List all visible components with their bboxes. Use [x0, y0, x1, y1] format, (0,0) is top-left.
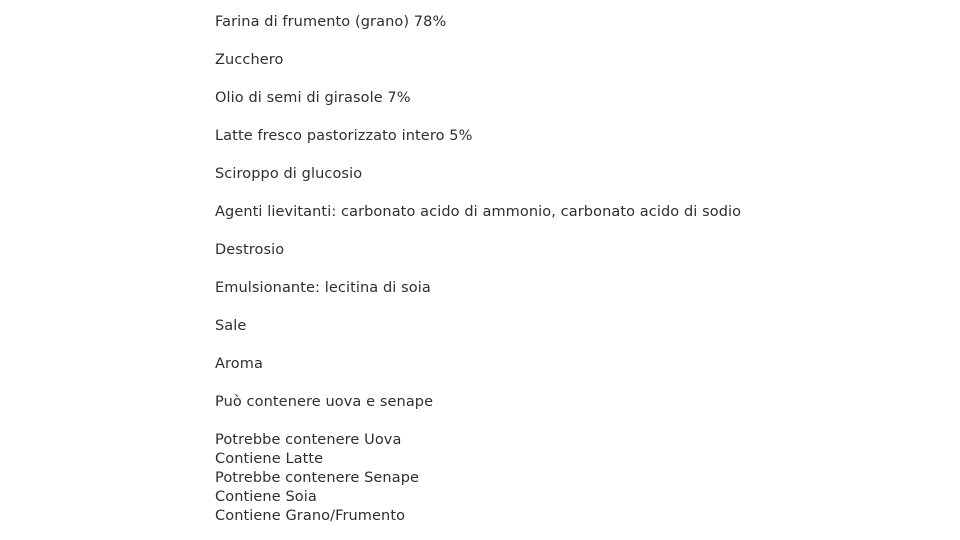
allergen-item: Potrebbe contenere Senape	[215, 470, 420, 486]
ingredient-item: Latte fresco pastorizzato intero 5%	[215, 128, 473, 144]
ingredient-item: Sciroppo di glucosio	[215, 166, 363, 182]
allergen-item: Contiene Latte	[215, 451, 324, 467]
allergen-item: Contiene Soia	[215, 489, 317, 505]
allergens-list	[215, 431, 419, 526]
ingredient-item: Destrosio	[215, 242, 285, 258]
ingredient-item: Può contenere uova e senape	[215, 394, 434, 410]
ingredient-item: Aroma	[215, 356, 263, 372]
allergen-item: Contiene Grano/Frumento	[215, 508, 406, 524]
ingredient-item: Zucchero	[215, 52, 284, 68]
ingredient-item: Farina di frumento (grano) 78%	[215, 14, 447, 30]
ingredient-item: Sale	[215, 318, 247, 334]
ingredient-item: Olio di semi di girasole 7%	[215, 90, 411, 106]
ingredient-item: Agenti lievitanti: carbonato acido di ammonio, carbonato acido di sodio	[215, 204, 742, 220]
ingredient-item: Emulsionante: lecitina di soia	[215, 280, 431, 296]
ingredients-list	[215, 13, 915, 431]
allergen-item: Potrebbe contenere Uova	[215, 432, 402, 448]
